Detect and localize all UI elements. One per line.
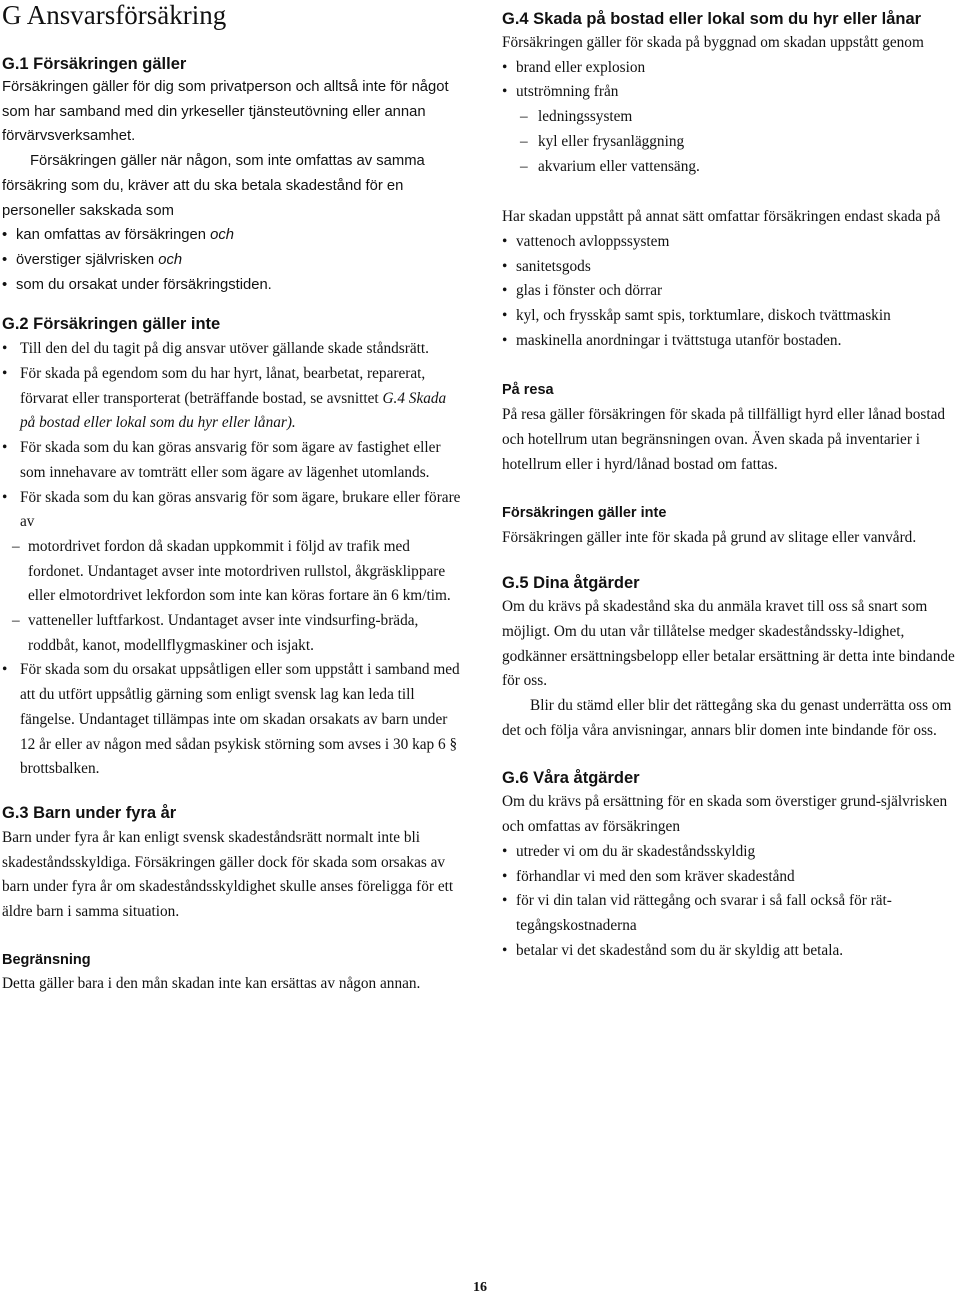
page-title: G Ansvarsförsäkring <box>2 0 227 30</box>
list-item: • som du orsakat under försäkringstiden. <box>2 273 462 298</box>
section-g1-paragraph: Försäkringen gäller när någon, som inte omfattas av samma försäkring som du, kräver att du ska betala skadestånd för en personeller sakskada som <box>2 153 425 219</box>
list-item: – kyl eller frysanläggning <box>502 130 958 155</box>
section-g5-heading: G.5 Dina åtgärder <box>502 574 640 593</box>
section-g4-list <box>502 56 958 180</box>
section-g3-paragraph: Barn under fyra år kan enligt svensk skadeståndsrätt normalt inte bli skadeståndsskyldiga. Försäkringen gäller dock för skada som orsakas av barn under fyra år om skadeståndsskyldighet skulle anses föreligga för ett äldre barn i samma situation. <box>2 828 454 921</box>
list-item: – ledningssystem <box>502 105 958 130</box>
list-item: • brand eller explosion <box>502 56 958 81</box>
section-g4-sublist <box>502 105 958 179</box>
section-g6-list <box>502 840 958 964</box>
section-g3-limitation: Detta gäller bara i den mån skadan inte kan ersättas av någon annan. <box>2 974 421 992</box>
section-g5 <box>502 574 958 743</box>
section-g1-intro: Försäkringen gäller för dig som privatperson och alltså inte för något som har samband med din yrkeseller tjänsteutövning eller annan förvärvsverksamhet. <box>2 79 449 145</box>
section-g4-exclusion-paragraph: Försäkringen gäller inte för skada på grund av slitage eller vanvård. <box>502 528 917 546</box>
list-item: • Till den del du tagit på dig ansvar utöver gällande skade ståndsrätt. <box>2 337 462 362</box>
section-g4-paragraph: Har skadan uppstått på annat sätt omfattar försäkringen endast skada på <box>502 208 941 226</box>
section-g1 <box>2 55 462 297</box>
section-g3-heading: G.3 Barn under fyra år <box>2 803 177 822</box>
list-item: – motordrivet fordon då skadan uppkommit i följd av trafik med fordonet. Undantaget avser inte motordriven rullstol, åkgräsklippare eller elmotordrivet lekfordon som inte kan köras fortare än 6 km/tim. <box>2 535 462 609</box>
list-item: • kan omfattas av försäkringen och <box>2 223 462 248</box>
section-g4-intro: Försäkringen gäller för skada på byggnad om skadan uppstått genom <box>502 34 924 51</box>
right-column <box>502 10 958 963</box>
list-item: • för vi din talan vid rättegång och svarar i så fall också för rät-tegångskostnaderna <box>502 889 958 938</box>
section-g4-travel-heading: På resa <box>502 382 554 399</box>
list-item: • sanitetsgods <box>502 255 958 280</box>
list-item: • utströmning från – ledningssystem – kyl eller frysanläggning – akvarium eller vattensäng. <box>502 80 958 179</box>
section-g4-travel-paragraph: På resa gäller försäkringen för skada på tillfälligt hyrd eller lånad bostad och hotellrum utan begränsningen ovan. Även skada på inventarier i hotellrum eller i hyrd/lånad bostad om fattas. <box>502 406 946 473</box>
section-g2 <box>2 315 462 782</box>
list-item: • glas i fönster och dörrar <box>502 279 958 304</box>
section-g2-list <box>2 337 462 782</box>
page-number: 16 <box>473 1280 487 1295</box>
section-g6-heading: G.6 Våra åtgärder <box>502 769 640 788</box>
section-g2-sublist <box>2 535 462 659</box>
section-g5-paragraph-2: Blir du stämd eller blir det rättegång ska du genast underrätta oss om det och följa våra anvisningar, annars blir domen inte bindande för oss. <box>502 697 952 739</box>
list-item: – akvarium eller vattensäng. <box>502 155 958 180</box>
list-item: • kyl, och frysskåp samt spis, torktumlare, diskoch tvättmaskin <box>502 304 958 329</box>
section-g3-subheading: Begränsning <box>2 951 91 968</box>
section-g6 <box>502 769 958 963</box>
section-g4-exclusion-heading: Försäkringen gäller inte <box>502 504 667 521</box>
section-g4-heading: G.4 Skada på bostad eller lokal som du hyr eller lånar <box>502 10 922 28</box>
list-item: • betalar vi det skadestånd som du är skyldig att betala. <box>502 939 958 964</box>
section-g4 <box>502 10 958 550</box>
list-item: • överstiger självrisken och <box>2 248 462 273</box>
list-item: – vatteneller luftfarkost. Undantaget avser inte vindsurfing-bräda, roddbåt, kanot, modellflygmaskiner och isjakt. <box>2 609 462 658</box>
list-item: • För skada som du orsakat uppsåtligen eller som uppstått i samband med att du utfört uppsåtlig gärning som enligt svensk lag kan leda till fängelse. Undantaget tillämpas inte om skadan orsakats av barn under 12 år eller av någon med sådan psykisk störning som avses i 30 kap 6 § brottsbalken. <box>2 658 462 782</box>
list-item: • För skada på egendom som du har hyrt, lånat, bearbetat, reparerat, förvarat eller transporterat (beträffande bostad, se avsnittet G.4 Skada på bostad eller lokal som du hyr eller lånar). <box>2 362 462 436</box>
section-g4-coverage-list <box>502 230 958 354</box>
list-item: • utreder vi om du är skadeståndsskyldig <box>502 840 958 865</box>
list-item: • maskinella anordningar i tvättstuga utanför bostaden. <box>502 329 958 354</box>
list-item: • För skada som du kan göras ansvarig för som ägare, brukare eller förare av – motordrivet fordon då skadan uppkommit i följd av trafik med fordonet. Undantaget avser inte motordriven rullstol, åkgräsklippare eller elmotordrivet lekfordon som inte kan köras fortare än 6 km/tim. – vatteneller luftfarkost. Undantaget avser inte vindsurfing-bräda, roddbåt, kanot, modellflygmaskiner och isjakt. <box>2 486 462 659</box>
section-g3 <box>2 804 462 997</box>
section-g1-heading: G.1 Försäkringen gäller <box>2 55 187 73</box>
list-item: • förhandlar vi med den som kräver skadestånd <box>502 865 958 890</box>
section-g2-heading: G.2 Försäkringen gäller inte <box>2 315 221 334</box>
list-item: • För skada som du kan göras ansvarig för som ägare av fastighet eller som innehavare av tomträtt eller som ägare av lägenhet utomlands. <box>2 436 462 485</box>
list-item: • vattenoch avloppssystem <box>502 230 958 255</box>
left-column <box>2 0 462 997</box>
section-g6-paragraph: Om du krävs på ersättning för en skada som överstiger grund-självrisken och omfattas av försäkringen <box>502 793 948 836</box>
section-g5-paragraph: Om du krävs på skadestånd ska du anmäla kravet till oss så snart som möjligt. Om du utan vår tillåtelse medger skadeståndssky-ldighet, godkänner ersättningsbelopp eller betalar ersättning är detta inte bindande för oss. <box>502 598 955 690</box>
section-g1-list <box>2 223 462 297</box>
